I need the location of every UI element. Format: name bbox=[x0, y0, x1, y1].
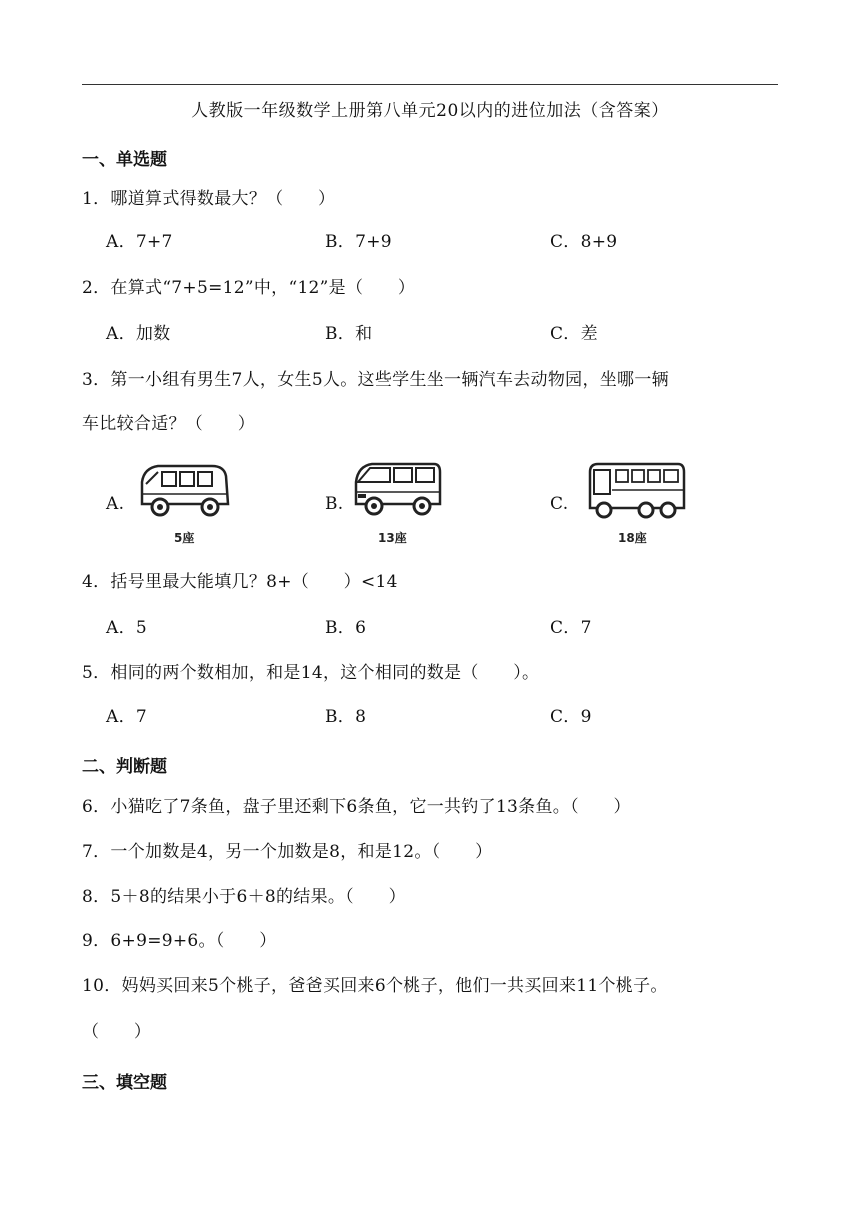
car-c-caption: 18座 bbox=[618, 531, 647, 545]
question-4: 4．括号里最大能填几？8+（ ）<14 bbox=[82, 572, 398, 592]
q1-option-b: B．7+9 bbox=[325, 232, 392, 252]
q1-option-a: A．7+7 bbox=[106, 232, 173, 252]
q3-option-a: A. bbox=[106, 494, 125, 514]
question-2: 2．在算式“7+5=12”中，“12”是（ ） bbox=[82, 278, 416, 298]
section-true-false: 二、判断题 bbox=[82, 757, 167, 777]
q2-option-c: C．差 bbox=[550, 324, 598, 344]
q5-option-a: A．7 bbox=[106, 707, 147, 727]
bus-icon bbox=[584, 460, 688, 522]
question-1: 1．哪道算式得数最大？（ ） bbox=[82, 189, 336, 209]
section-single-choice: 一、单选题 bbox=[82, 150, 167, 170]
question-9: 9．6+9=9+6。（ ） bbox=[82, 931, 277, 951]
car-icon bbox=[134, 460, 234, 522]
question-3-line-2: 车比较合适？（ ） bbox=[82, 414, 255, 434]
question-6: 6．小猫吃了7条鱼，盘子里还剩下6条鱼，它一共钓了13条鱼。（ ） bbox=[82, 797, 631, 817]
q2-option-a: A．加数 bbox=[106, 324, 171, 344]
question-7: 7．一个加数是4，另一个加数是8，和是12。（ ） bbox=[82, 842, 493, 862]
q3-option-b: B. bbox=[325, 494, 344, 514]
q5-option-c: C．9 bbox=[550, 707, 592, 727]
q4-option-a: A．5 bbox=[106, 618, 147, 638]
q2-option-b: B．和 bbox=[325, 324, 373, 344]
q5-option-b: B．8 bbox=[325, 707, 367, 727]
question-10-line-1: 10．妈妈买回来5个桃子，爸爸买回来6个桃子，他们一共买回来11个桃子。 bbox=[82, 976, 668, 996]
q4-option-c: C．7 bbox=[550, 618, 592, 638]
page-title: 人教版一年级数学上册第八单元20以内的进位加法（含答案） bbox=[191, 101, 669, 121]
question-5: 5．相同的两个数相加，和是14，这个相同的数是（ ）。 bbox=[82, 663, 540, 683]
header-rule bbox=[82, 84, 778, 85]
question-10-line-2: （ ） bbox=[82, 1022, 152, 1042]
car-a-caption: 5座 bbox=[174, 531, 195, 545]
question-8: 8．5＋8的结果小于6＋8的结果。（ ） bbox=[82, 887, 406, 907]
q3-option-c: C. bbox=[550, 494, 569, 514]
section-fill-blank: 三、填空题 bbox=[82, 1073, 167, 1093]
q1-option-c: C．8+9 bbox=[550, 232, 618, 252]
question-3-line-1: 3．第一小组有男生7人，女生5人。这些学生坐一辆汽车去动物园，坐哪一辆 bbox=[82, 370, 669, 390]
minibus-icon bbox=[350, 458, 446, 522]
q4-option-b: B．6 bbox=[325, 618, 367, 638]
car-b-caption: 13座 bbox=[378, 531, 407, 545]
